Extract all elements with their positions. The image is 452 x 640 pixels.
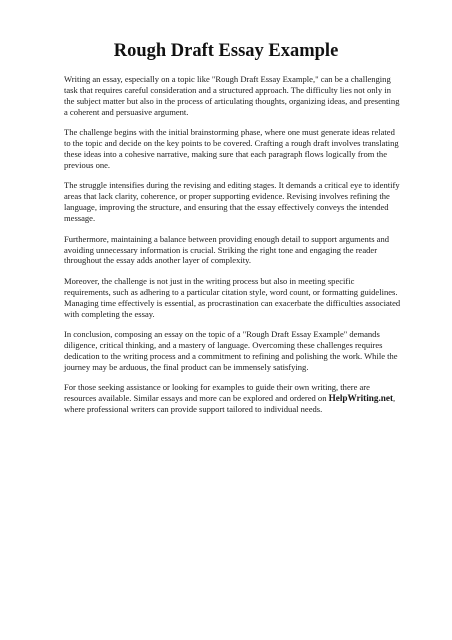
paragraph-3: The struggle intensifies during the revising and editing stages. It demands a critical eye to identify areas that lack clarity, coherence, or proper supporting evidence. Revising involves refining the language, improving the structure, and ensuring that the essay effectively conveys the intended message.: [64, 180, 400, 224]
paragraph-5: Moreover, the challenge is not just in the writing process but also in meeting specific requirements, such as adhering to a particular citation style, word count, or formatting guidelines. Managing time effectively is essential, as procrastination can exacerbate the difficulties associated with completing the essay.: [64, 275, 401, 319]
paragraph-2: The challenge begins with the initial brainstorming phase, where one must generate ideas related to the topic and decide on the key points to be covered. Crafting a rough draft involves translating these ideas into a cohesive narrative, making sure that each paragraph flows logically from the previous one.: [64, 127, 399, 170]
paragraph-7-outro: , where professional writers can provide support tailored to individual needs.: [64, 393, 396, 415]
paragraph-7-intro: For those seeking assistance or looking for examples to guide their own writing, there are resources available. Similar essays and more can be explored and ordered on: [64, 382, 370, 404]
paragraph-6: In conclusion, composing an essay on the topic of a "Rough Draft Essay Example" demands diligence, critical thinking, and a mastery of language. Overcoming these challenges requires dedication to the writing process and a commitment to refining and polishing the work. While the journey may be arduous, the final product can be immensely satisfying.: [64, 329, 398, 372]
paragraph-4: Furthermore, maintaining a balance between providing enough detail to support arguments and avoiding unnecessary information is crucial. Striking the right tone and engaging the reader throughout the essay adds another layer of complexity.: [64, 233, 390, 266]
paragraph-1: Writing an essay, especially on a topic like "Rough Draft Essay Example," can be a challenging task that requires careful consideration and a structured approach. The difficulty lies not only in the subject matter but also in the process of articulating thoughts, organizing ideas, and presenting a coherent and persuasive argument.: [64, 74, 400, 117]
helpwriting-link[interactable]: HelpWriting.net: [328, 393, 394, 404]
document-body: [64, 74, 402, 425]
document-title: Rough Draft Essay Example: [113, 41, 339, 61]
paragraph-7: [64, 382, 402, 415]
